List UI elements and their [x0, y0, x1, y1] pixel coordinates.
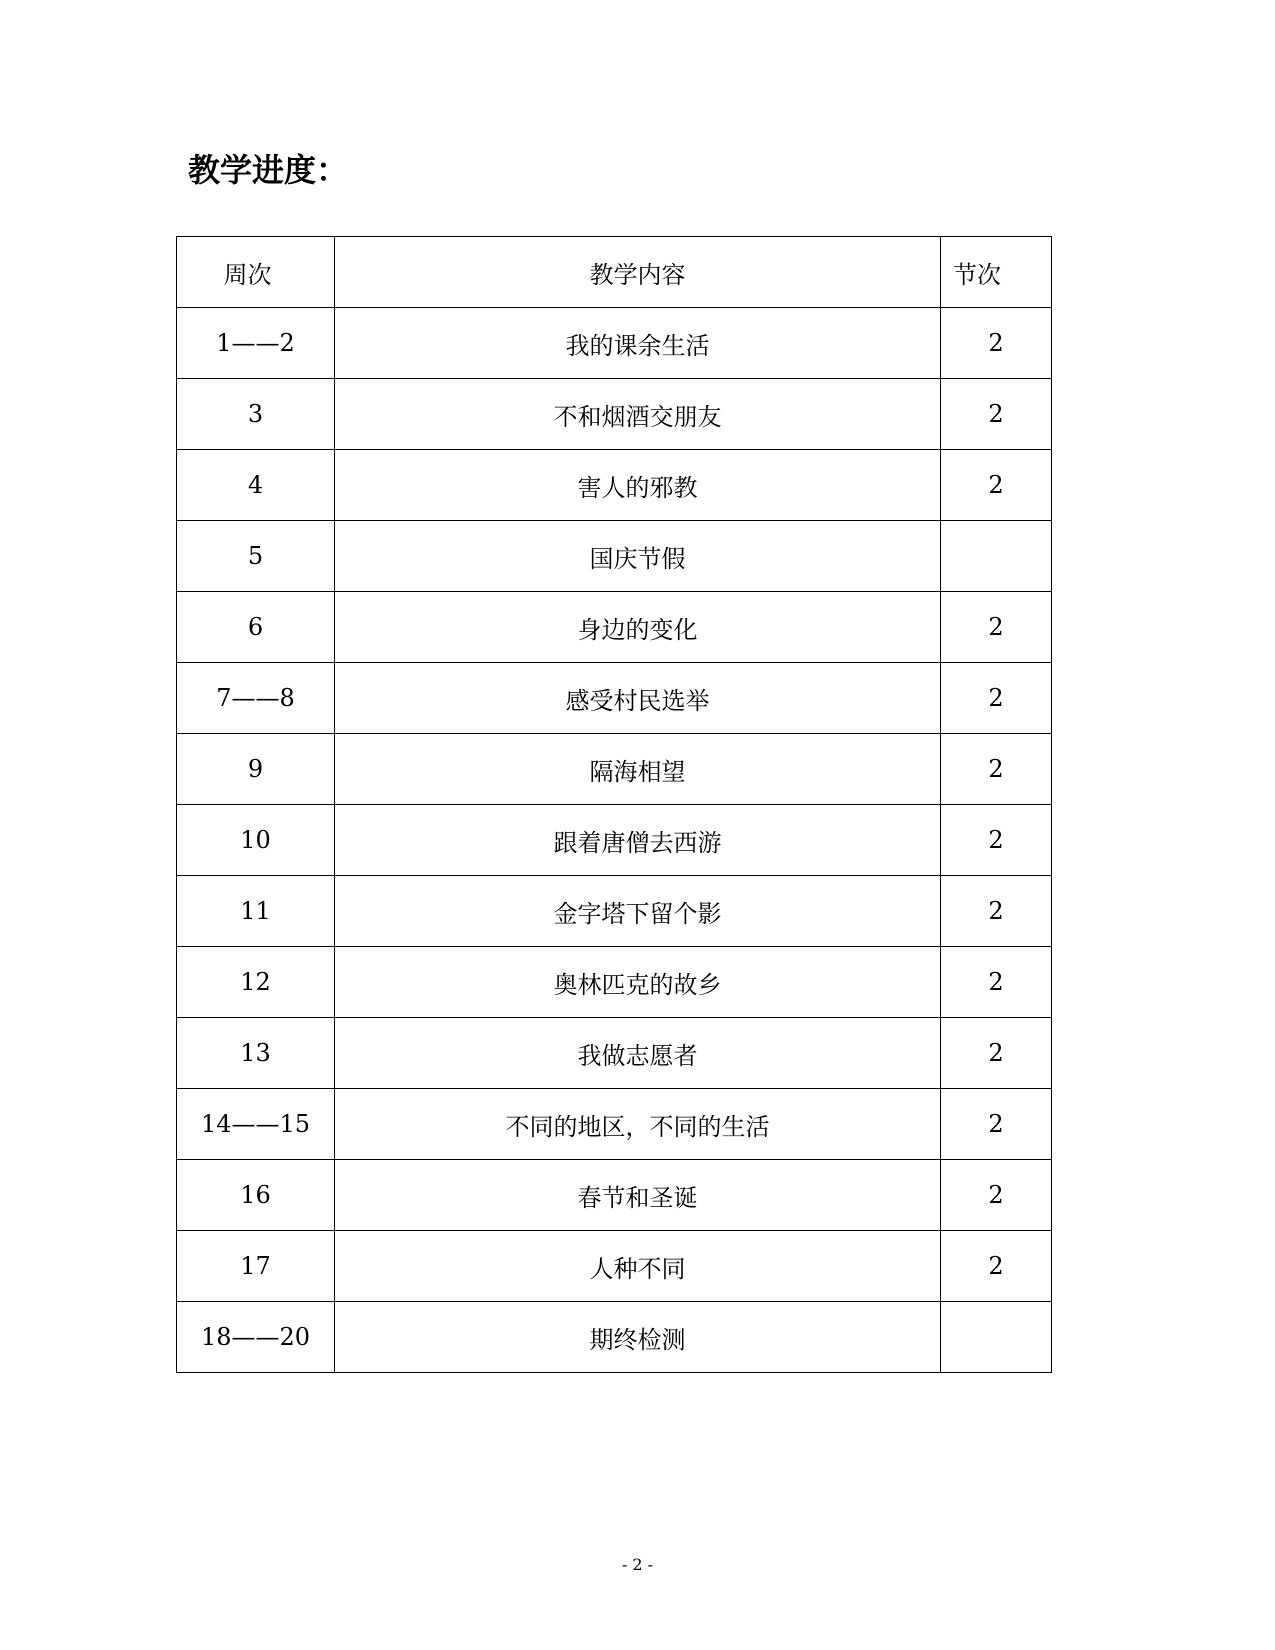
- cell-content: 不和烟酒交朋友: [335, 379, 941, 450]
- schedule-table: [176, 236, 1052, 1373]
- cell-periods: 2: [941, 1160, 1052, 1231]
- cell-content: 隔海相望: [335, 734, 941, 805]
- cell-content: 感受村民选举: [335, 663, 941, 734]
- cell-week: 18——20: [177, 1302, 335, 1373]
- cell-week: 9: [177, 734, 335, 805]
- cell-week: 3: [177, 379, 335, 450]
- cell-week: 5: [177, 521, 335, 592]
- table-row: [177, 1089, 1052, 1160]
- page-title: 教学进度：: [188, 151, 349, 189]
- header-week: 周次: [177, 237, 335, 308]
- cell-periods: 2: [941, 1231, 1052, 1302]
- cell-content: 奥林匹克的故乡: [335, 947, 941, 1018]
- cell-week: 16: [177, 1160, 335, 1231]
- cell-periods: 2: [941, 450, 1052, 521]
- table-row: [177, 592, 1052, 663]
- cell-periods: 2: [941, 308, 1052, 379]
- cell-week: 10: [177, 805, 335, 876]
- table-row: [177, 308, 1052, 379]
- table-row: [177, 805, 1052, 876]
- cell-content: 国庆节假: [335, 521, 941, 592]
- page-number: - 2 -: [621, 1555, 654, 1574]
- table-row: [177, 1018, 1052, 1089]
- cell-periods: 2: [941, 592, 1052, 663]
- cell-week: 13: [177, 1018, 335, 1089]
- cell-week: 17: [177, 1231, 335, 1302]
- cell-week: 6: [177, 592, 335, 663]
- cell-week: 14——15: [177, 1089, 335, 1160]
- schedule-table-body: [177, 237, 1052, 1373]
- cell-content: 跟着唐僧去西游: [335, 805, 941, 876]
- cell-content: 身边的变化: [335, 592, 941, 663]
- cell-content: 不同的地区，不同的生活: [335, 1089, 941, 1160]
- table-row: [177, 947, 1052, 1018]
- cell-content: 春节和圣诞: [335, 1160, 941, 1231]
- table-row: [177, 379, 1052, 450]
- table-row: [177, 1302, 1052, 1373]
- cell-periods: 2: [941, 734, 1052, 805]
- cell-periods: 2: [941, 379, 1052, 450]
- cell-periods: [941, 521, 1052, 592]
- cell-content: 我做志愿者: [335, 1018, 941, 1089]
- table-row: [177, 450, 1052, 521]
- cell-week: 11: [177, 876, 335, 947]
- table-row: [177, 1160, 1052, 1231]
- cell-content: 人种不同: [335, 1231, 941, 1302]
- cell-periods: 2: [941, 876, 1052, 947]
- cell-periods: 2: [941, 1089, 1052, 1160]
- cell-week: 7——8: [177, 663, 335, 734]
- cell-periods: 2: [941, 805, 1052, 876]
- cell-periods: [941, 1302, 1052, 1373]
- table-row: [177, 1231, 1052, 1302]
- cell-periods: 2: [941, 947, 1052, 1018]
- table-row: [177, 734, 1052, 805]
- table-header-row: [177, 237, 1052, 308]
- cell-content: 金字塔下留个影: [335, 876, 941, 947]
- cell-week: 12: [177, 947, 335, 1018]
- table-row: [177, 876, 1052, 947]
- cell-week: 1——2: [177, 308, 335, 379]
- cell-periods: 2: [941, 1018, 1052, 1089]
- table-row: [177, 663, 1052, 734]
- cell-periods: 2: [941, 663, 1052, 734]
- header-periods: 节次: [941, 237, 1052, 308]
- cell-content: 期终检测: [335, 1302, 941, 1373]
- cell-content: 我的课余生活: [335, 308, 941, 379]
- table-row: [177, 521, 1052, 592]
- cell-week: 4: [177, 450, 335, 521]
- header-content: 教学内容: [335, 237, 941, 308]
- cell-content: 害人的邪教: [335, 450, 941, 521]
